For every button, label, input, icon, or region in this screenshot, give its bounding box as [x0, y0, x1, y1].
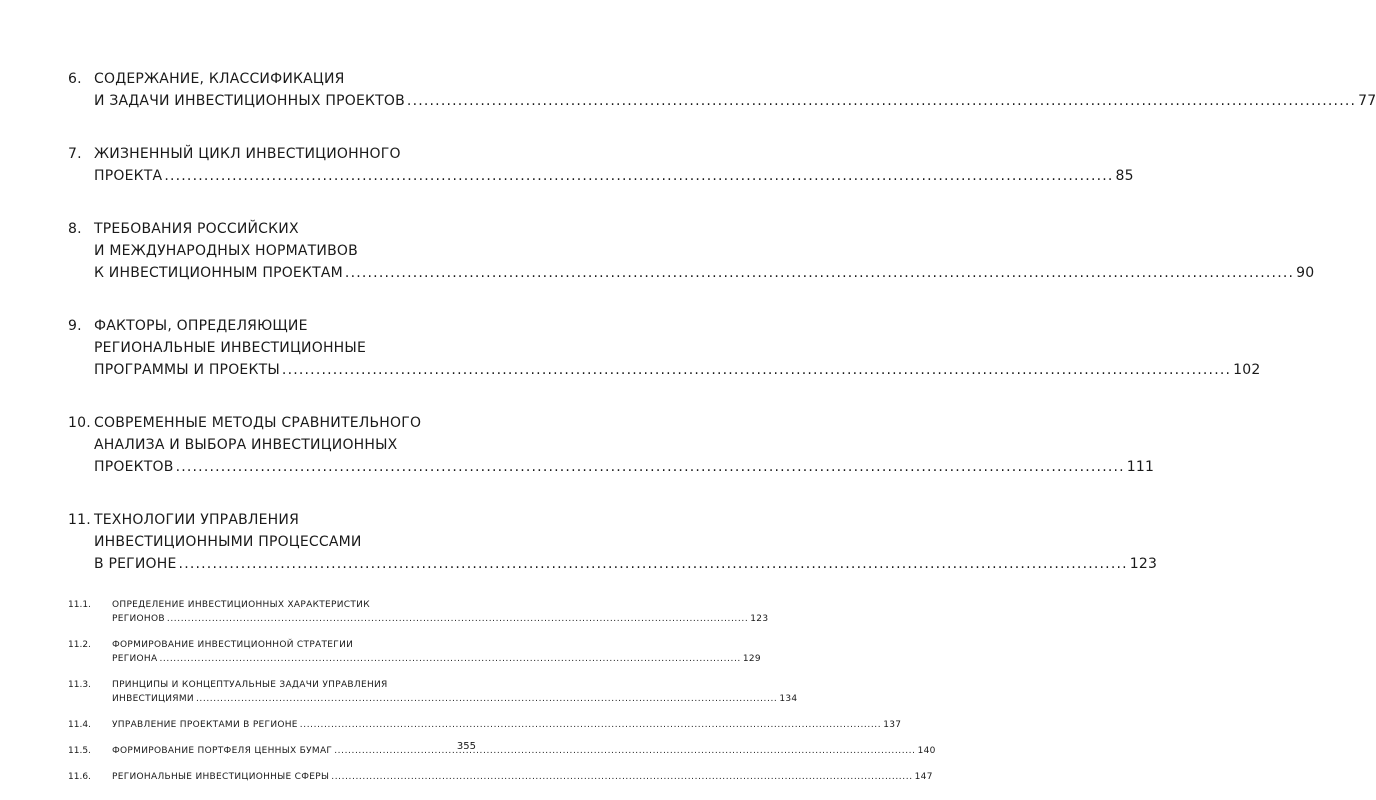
- chapter-number: 8.: [68, 221, 82, 237]
- chapter-title-lastline: [94, 262, 1314, 284]
- toc-subsection[interactable]: [68, 744, 936, 758]
- chapter-title-line: И МЕЖДУНАРОДНЫХ НОРМАТИВОВ: [94, 243, 358, 259]
- chapter-title-line: И ЗАДАЧИ ИНВЕСТИЦИОННЫХ ПРОЕКТОВ: [94, 93, 405, 109]
- chapter-title-line: ПРОЕКТА: [94, 168, 163, 184]
- toc-subsection[interactable]: [68, 718, 902, 732]
- chapter-title-line: В РЕГИОНЕ: [94, 556, 177, 572]
- chapter-page-number: 123: [1129, 556, 1158, 572]
- chapter-title-line: ЖИЗНЕННЫЙ ЦИКЛ ИНВЕСТИЦИОННОГО: [94, 146, 401, 162]
- subsection-title-line: ФОРМИРОВАНИЕ ИНВЕСТИЦИОННОЙ СТРАТЕГИИ: [112, 640, 354, 650]
- subsection-title-line: ИНВЕСТИЦИЯМИ: [112, 694, 194, 704]
- chapter-title-line: ПРОГРАММЫ И ПРОЕКТЫ: [94, 362, 280, 378]
- dot-leader: [407, 90, 1356, 112]
- subsection-number: 11.4.: [68, 720, 91, 730]
- subsection-page-number: 137: [883, 720, 902, 730]
- dot-leader: [167, 612, 748, 626]
- chapter-title-line: ТЕХНОЛОГИИ УПРАВЛЕНИЯ: [94, 512, 299, 528]
- chapter-title-line: ИНВЕСТИЦИОННЫМИ ПРОЦЕССАМИ: [94, 534, 362, 550]
- chapter-title-line: АНАЛИЗА И ВЫБОРА ИНВЕСТИЦИОННЫХ: [94, 437, 398, 453]
- dot-leader: [334, 744, 915, 758]
- subsection-title: [112, 744, 936, 758]
- chapter-title-line: СОВРЕМЕННЫЕ МЕТОДЫ СРАВНИТЕЛЬНОГО: [94, 415, 422, 431]
- chapter-title-line: ТРЕБОВАНИЯ РОССИЙСКИХ: [94, 221, 299, 237]
- chapter-number: 9.: [68, 318, 82, 334]
- toc-chapter[interactable]: [68, 315, 1261, 381]
- chapter-number: 11.: [68, 512, 91, 528]
- subsection-title-line: РЕГИОНОВ: [112, 614, 165, 624]
- chapter-title-lastline: [94, 90, 1376, 112]
- subsection-title-lastline: [112, 692, 797, 706]
- subsection-page-number: 147: [914, 772, 933, 782]
- toc-chapter[interactable]: [68, 412, 1155, 478]
- toc-subsection[interactable]: [68, 770, 933, 784]
- subsection-title: [112, 598, 768, 626]
- chapter-title-lastline: [94, 165, 1134, 187]
- dot-leader: [196, 692, 777, 706]
- subsection-title-lastline: [112, 652, 761, 666]
- chapter-title-lastline: [94, 359, 1260, 381]
- subsection-page-number: 129: [742, 654, 761, 664]
- subsection-page-number: 123: [750, 614, 769, 624]
- chapter-title: [94, 315, 1260, 381]
- chapter-page-number: 77: [1358, 93, 1376, 109]
- subsection-title-lastline: [112, 718, 901, 732]
- subsection-title-line: РЕГИОНАЛЬНЫЕ ИНВЕСТИЦИОННЫЕ СФЕРЫ: [112, 772, 330, 782]
- chapter-page-number: 102: [1233, 362, 1261, 378]
- chapter-number: 7.: [68, 146, 82, 162]
- toc-chapter[interactable]: [68, 68, 1376, 112]
- chapter-title: [94, 218, 1314, 284]
- subsection-page-number: 140: [917, 746, 936, 756]
- chapter-title-line: РЕГИОНАЛЬНЫЕ ИНВЕСТИЦИОННЫЕ: [94, 340, 366, 356]
- dot-leader: [345, 262, 1294, 284]
- chapter-number: 6.: [68, 71, 82, 87]
- subsection-number: 11.6.: [68, 772, 91, 782]
- subsection-title-line: ФОРМИРОВАНИЕ ПОРТФЕЛЯ ЦЕННЫХ БУМАГ: [112, 746, 333, 756]
- chapter-title: [94, 412, 1154, 478]
- chapter-title-line: СОДЕРЖАНИЕ, КЛАССИФИКАЦИЯ: [94, 71, 345, 87]
- subsection-number: 11.3.: [68, 680, 91, 690]
- subsection-list: [68, 598, 936, 784]
- page-number: 355: [456, 741, 476, 752]
- dot-leader: [164, 165, 1113, 187]
- chapter-title-line: К ИНВЕСТИЦИОННЫМ ПРОЕКТАМ: [94, 265, 343, 281]
- toc-subsection[interactable]: [68, 678, 798, 706]
- subsection-title-line: УПРАВЛЕНИЕ ПРОЕКТАМИ В РЕГИОНЕ: [112, 720, 298, 730]
- toc-chapter[interactable]: [68, 509, 1158, 575]
- chapter-title: [94, 509, 1157, 575]
- chapter-title: [94, 143, 1134, 187]
- chapter-number: 10.: [68, 415, 91, 431]
- chapter-title-line: ФАКТОРЫ, ОПРЕДЕЛЯЮЩИЕ: [94, 318, 308, 334]
- dot-leader: [282, 359, 1231, 381]
- dot-leader: [176, 456, 1125, 478]
- subsection-title: [112, 770, 933, 784]
- chapter-page-number: 111: [1126, 459, 1155, 475]
- toc-chapter[interactable]: [68, 218, 1315, 284]
- subsection-title: [112, 638, 761, 666]
- chapter-page-number: 85: [1115, 168, 1134, 184]
- toc-subsection[interactable]: [68, 598, 769, 626]
- chapter-title-line: ПРОЕКТОВ: [94, 459, 174, 475]
- subsection-title-line: ПРИНЦИПЫ И КОНЦЕПТУАЛЬНЫЕ ЗАДАЧИ УПРАВЛЕНИЯ: [112, 680, 388, 690]
- chapter-title-lastline: [94, 553, 1157, 575]
- subsection-title-line: РЕГИОНА: [112, 654, 158, 664]
- subsection-page-number: 134: [779, 694, 798, 704]
- subsection-title: [112, 678, 797, 706]
- subsection-title-line: ОПРЕДЕЛЕНИЕ ИНВЕСТИЦИОННЫХ ХАРАКТЕРИСТИК: [112, 600, 370, 610]
- table-of-contents: [68, 68, 1376, 796]
- chapter-title: [94, 68, 1376, 112]
- subsection-title-lastline: [112, 744, 936, 758]
- subsection-number: 11.2.: [68, 640, 91, 650]
- chapter-page-number: 90: [1296, 265, 1315, 281]
- dot-leader: [179, 553, 1128, 575]
- toc-chapter[interactable]: [68, 143, 1134, 187]
- dot-leader: [159, 652, 740, 666]
- subsection-number: 11.1.: [68, 600, 91, 610]
- subsection-title-lastline: [112, 770, 933, 784]
- subsection-title-lastline: [112, 612, 768, 626]
- dot-leader: [331, 770, 912, 784]
- subsection-number: 11.5.: [68, 746, 91, 756]
- dot-leader: [300, 718, 881, 732]
- chapter-title-lastline: [94, 456, 1154, 478]
- toc-subsection[interactable]: [68, 638, 761, 666]
- subsection-title: [112, 718, 901, 732]
